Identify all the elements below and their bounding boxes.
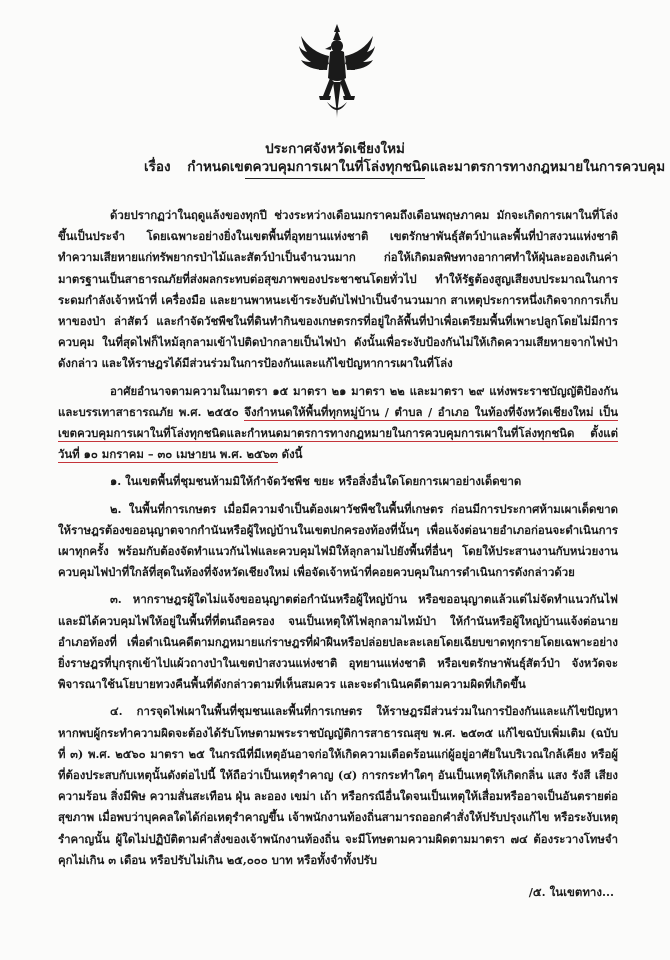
paragraph-background: ด้วยปรากฏว่าในฤดูแล้งของทุกปี ช่วงระหว่างเดือนมกราคมถึงเดือนพฤษภาคม มักจะเกิดการเผาในที่โล่งขึ้นเป็นประจำ โดยเฉพาะอย่างยิ่งในเขตพื้นที่อุทยานแห่งชาติ เขตรักษาพันธุ์สัตว์ป่าและพื้นที่ป่าสงวนแห่งชาติ ทำความเสียหายแก่ทรัพยากรป่าไม้และสัตว์ป่าเป็นจำนวนมาก ก่อให้เกิดมลพิษทางอากาศทำให้ฝุ่นละอองเกินค่ามาตรฐานเป็นสาธารณภัยที่ส่งผลกระทบต่อสุขภาพของประชาชนโดยทั่วไป ทำให้รัฐต้องสูญเสียงบประมาณในการระดมกำลังเจ้าหน้าที่ เครื่องมือ และยานพาหนะเข้าระงับดับไฟป่าเป็นจำนวนมาก สาเหตุประการหนึ่งเกิดจากการเก็บหาของป่า ล่าสัตว์ และกำจัดวัชพืชในที่ดินทำกินของเกษตรกรที่อยู่ใกล้พื้นที่ป่าเพื่อเตรียมพื้นที่เพาะปลูกโดยไม่มีการควบคุม ในที่สุดไฟก็ไหม้ลุกลามเข้าไปติดป่ากลายเป็นไฟป่า ดังนั้นเพื่อระงับป้องกันไม่ให้เกิดความเสียหายจากไฟป่าดังกล่าว และให้ราษฎรได้มีส่วนร่วมในการป้องกันและแก้ไขปัญหาการเผาในที่โล่ง: [58, 208, 618, 371]
authority-text: อาศัยอำนาจตามความในมาตรา ๑๕ มาตรา ๒๑ มาตรา ๒๒ และมาตรา ๒๙ แห่งพระราชบัญญัติป้องกันและบรรเทาสาธารณภัย พ.ศ. ๒๕๕๐: [58, 383, 618, 419]
authority-closing-text: ดังนี้: [277, 447, 303, 462]
clause-3: ๓. หากราษฎรผู้ใดไม่แจ้งขออนุญาตต่อกำนันหรือผู้ใหญ่บ้าน หรือขออนุญาตแล้วแต่ไม่จัดทำแนวกันไฟ และมิได้ควบคุมไฟให้อยู่ในพื้นที่ที่ตนถือครอง จนเป็นเหตุให้ไฟลุกลามไหม้ป่า ให้กำนันหรือผู้ใหญ่บ้านแจ้งต่อนายอำเภอท้องที่ เพื่อดำเนินคดีตามกฎหมายแก่ราษฎรที่ฝ่าฝืนหรือปล่อยปละละเลยโดยเฉียบขาดทุกรายโดยเฉพาะอย่างยิ่งราษฎรที่บุกรุกเข้าไปแผ้วถางป่าในเขตป่าสงวนแห่งชาติ อุทยานแห่งชาติ หรือเขตรักษาพันธุ์สัตว์ป่า จังหวัดจะพิจารณาใช้นโยบายทวงคืนพื้นที่ดังกล่าวตามที่เห็นสมควร และจะดำเนินคดีตามความผิดที่เกิดขึ้น: [58, 592, 618, 692]
clause-1: ๑. ในเขตพื้นที่ชุมชนห้ามมิให้กำจัดวัชพืช ขยะ หรือสิ่งอื่นใดโดยการเผาอย่างเด็ดขาด: [110, 474, 522, 489]
title-divider: [245, 178, 425, 179]
subject-text: กำหนดเขตควบคุมการเผาในที่โล่งทุกชนิดและมาตรการทางกฎหมายในการควบคุม: [187, 159, 666, 175]
paragraph-authority: [58, 381, 618, 466]
announcement-body: [58, 205, 618, 871]
clause-4: ๔. การจุดไฟเผาในพื้นที่ชุมชนและพื้นที่การเกษตร ให้ราษฎรมีส่วนร่วมในการป้องกันและแก้ไขปัญหา หากพบผู้กระทำความผิดจะต้องได้รับโทษตามพระราชบัญญัติการสาธารณสุข พ.ศ. ๒๕๓๕ แก้ไขฉบับเพิ่มเติม (ฉบับที่ ๓) พ.ศ. ๒๕๖๐ มาตรา ๒๕ ในกรณีที่มีเหตุอันอาจก่อให้เกิดความเดือดร้อนแก่ผู้อยู่อาศัยในบริเวณใกล้เคียง หรือผู้ที่ต้องประสบกับเหตุนั้นดังต่อไปนี้ ให้ถือว่าเป็นเหตุรำคาญ (๔) การกระทำใดๆ อันเป็นเหตุให้เกิดกลิ่น แสง รังสี เสียง ความร้อน สิ่งมีพิษ ความสั่นสะเทือน ฝุ่น ละออง เขม่า เถ้า หรือกรณีอื่นใดจนเป็นเหตุให้เสื่อมหรืออาจเป็นอันตรายต่อสุขภาพ เมื่อพบว่าบุคคลใดได้ก่อเหตุรำคาญขึ้น เจ้าพนักงานท้องถิ่นสามารถออกคำสั่งให้ปรับปรุงแก้ไข หรือระงับเหตุรำคาญนั้น ผู้ใดไม่ปฏิบัติตามคำสั่งของเจ้าพนักงานท้องถิ่น จะมีโทษตามความผิดตามมาตรา ๗๔ ต้องระวางโทษจำคุกไม่เกิน ๓ เดือน หรือปรับไม่เกิน ๒๕,๐๐๐ บาท หรือทั้งจำทั้งปรับ: [58, 704, 618, 867]
highlighted-control-zone-text: จึงกำหนดให้พื้นที่ทุกหมู่บ้าน / ตำบล / อำเภอ ในท้องที่จังหวัดเชียงใหม่ เป็นเขตควบคุมการเผาในที่โล่งทุกชนิดและกำหนดมาตรการทางกฎหมายในการควบคุมการเผาในที่โล่งทุกชนิด ตั้งแต่วันที่ ๑๐ มกราคม – ๓๐ เมษายน พ.ศ. ๒๕๖๓: [58, 404, 618, 462]
announcement-header: [0, 137, 670, 175]
subject-line: [144, 155, 665, 177]
clause-2: ๒. ในพื้นที่การเกษตร เมื่อมีความจำเป็นต้องเผาวัชพืชในพื้นที่เกษตร ก่อนมีการประกาศห้ามเผาเด็ดขาด ให้ราษฎรต้องขออนุญาตจากกำนันหรือผู้ใหญ่บ้านในเขตปกครองท้องที่นั้นๆ เพื่อแจ้งต่อนายอำเภอก่อนจะดำเนินการเผาทุกครั้ง พร้อมกับต้องจัดทำแนวกันไฟและควบคุมไฟมิให้ลุกลามไปยังพื้นที่อื่นๆ โดยให้ประสานงานกับหน่วยงานควบคุมไฟป่าที่ใกล้ที่สุดในท้องที่จังหวัดเชียงใหม่ เพื่อจัดเจ้าหน้าที่คอยควบคุมในการดำเนินการดังกล่าวด้วย: [58, 501, 618, 580]
page-continuation: /๕. ในเขตทาง...: [528, 885, 614, 899]
subject-label: เรื่อง: [144, 159, 171, 175]
garuda-emblem-icon: [297, 22, 377, 122]
announcement-title: ประกาศจังหวัดเชียงใหม่: [265, 141, 405, 157]
